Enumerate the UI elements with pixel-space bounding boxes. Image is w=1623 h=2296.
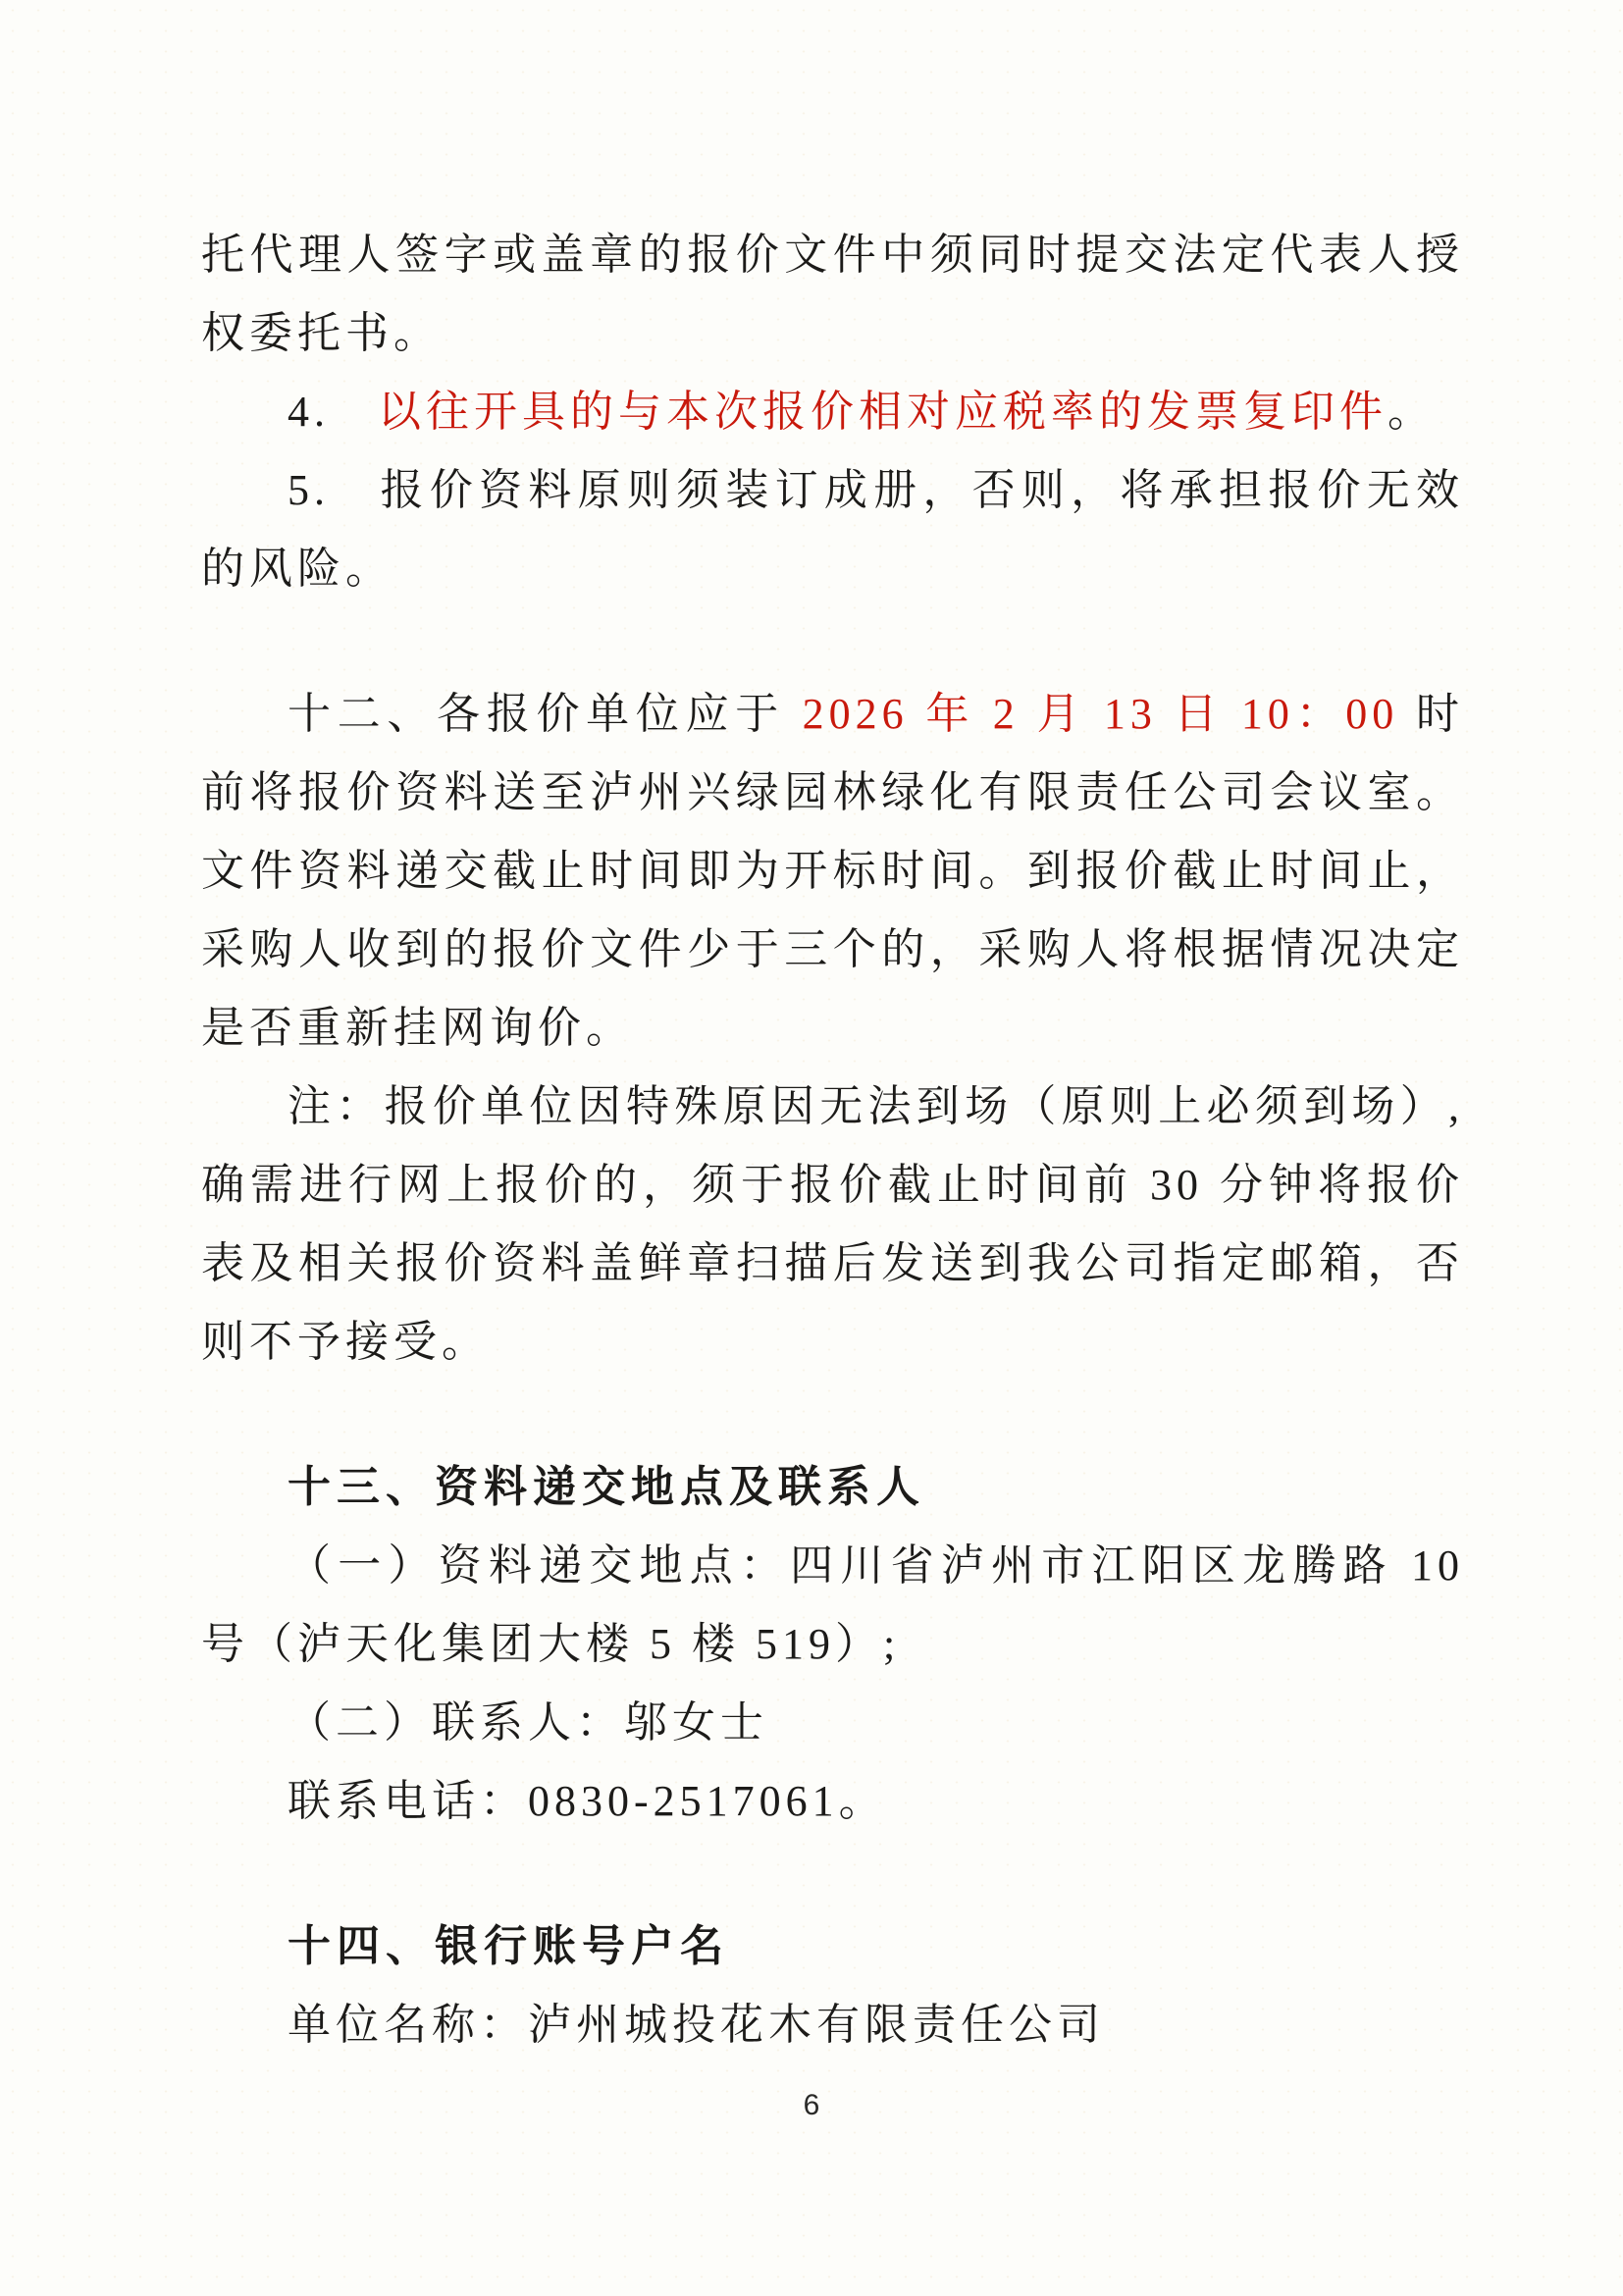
text-run: 托代理人签字或盖章的报价文件中须同时提交法定代表人授权委托书。 xyxy=(201,231,1464,357)
delivery-address xyxy=(201,1527,1464,1684)
contact-phone xyxy=(201,1762,1464,1841)
clause-authorization-continuation xyxy=(201,216,1464,373)
account-holder-name xyxy=(201,1986,1464,2064)
highlighted-text-run: 以往开具的与本次报价相对应税率的发票复印件 xyxy=(378,388,1387,436)
page-footer xyxy=(0,2088,1623,2123)
section-12-note xyxy=(201,1068,1464,1382)
text-run: 注：报价单位因特殊原因无法到场（原则上必须到场）,确需进行网上报价的，须于报价截止时间前 30 分钟将报价表及相关报价资料盖鲜章扫描后发送到我公司指定邮箱，否则不予接受。 xyxy=(201,1082,1464,1366)
page-number: 6 xyxy=(803,2089,820,2121)
section-14-heading xyxy=(201,1907,1464,1986)
clause-4-invoice-copy xyxy=(201,373,1464,451)
section-12-deadline xyxy=(201,675,1464,1068)
contact-person xyxy=(201,1684,1464,1762)
text-run: 4. xyxy=(288,388,378,436)
text-run: 联系电话：0830-2517061。 xyxy=(288,1777,887,1825)
text-run: 。 xyxy=(1387,388,1436,436)
document-content xyxy=(201,216,1464,2064)
text-run: 单位名称：泸州城投花木有限责任公司 xyxy=(288,2001,1105,2049)
text-run: 5. 报价资料原则须装订成册，否则，将承担报价无效的风险。 xyxy=(201,466,1464,593)
text-run: 十二、各报价单位应于 xyxy=(288,690,803,738)
text-run: （一）资料递交地点：四川省泸州市江阳区龙腾路 10 号（泸天化集团大楼 5 楼 519）; xyxy=(201,1541,1464,1668)
text-run: （二）联系人：邬女士 xyxy=(288,1698,768,1747)
text-run: 十三、资料递交地点及联系人 xyxy=(288,1463,925,1511)
highlighted-text-run: 2026 年 2 月 13 日 10：00 xyxy=(802,690,1399,738)
text-run: 十四、银行账号户名 xyxy=(288,1922,729,1970)
text-run: 时前将报价资料送至泸州兴绿园林绿化有限责任公司会议室。文件资料递交截止时间即为开标时间。到报价截止时间止，采购人收到的报价文件少于三个的，采购人将根据情况决定是否重新挂网询价。 xyxy=(201,690,1465,1052)
section-13-heading xyxy=(201,1448,1464,1527)
clause-5-binding-requirement xyxy=(201,451,1464,608)
